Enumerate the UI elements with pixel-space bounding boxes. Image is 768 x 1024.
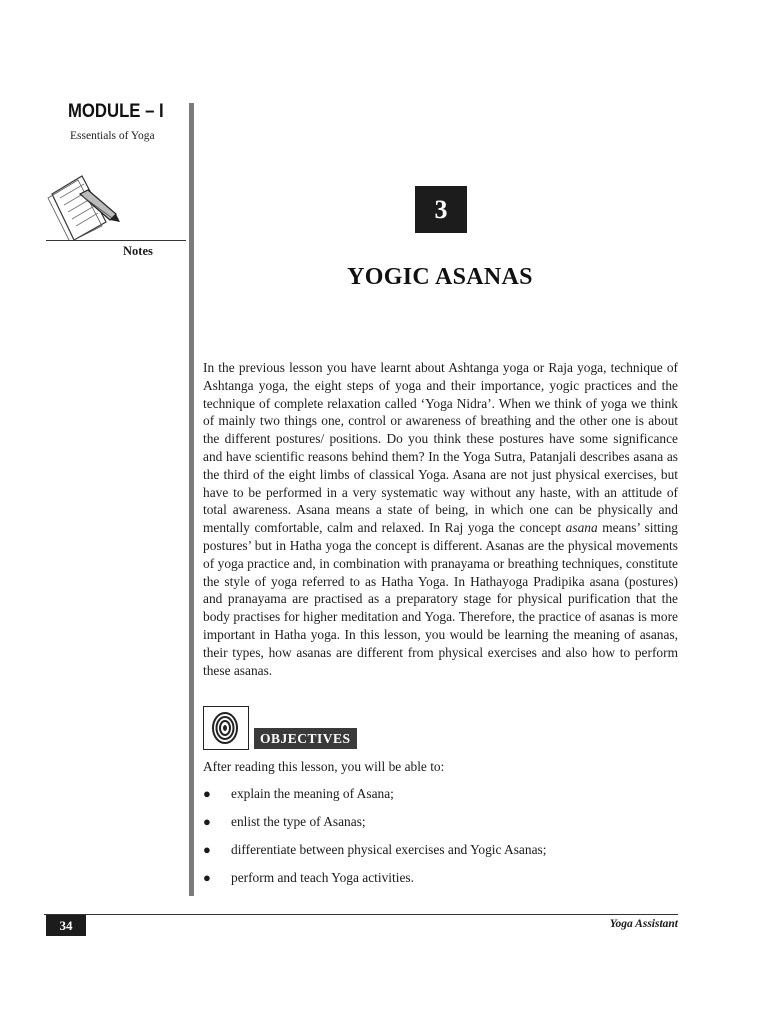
notes-divider (46, 240, 186, 241)
footer-rule (44, 914, 678, 915)
module-subtitle: Essentials of Yoga (70, 130, 155, 142)
paragraph-text-start: In the previous lesson you have learnt about Ashtanga yoga or Raja yoga, technique of Ashtanga yoga, the eight steps of yoga and their importance, yogic practices and the technique of complete relaxation called ‘Yoga Nidra’. When we think of yoga we think of mainly two things one, control or awareness of breathing and the other one is about the different postures/ positions. Do you think these postures have some significance and have scientific reasons behind them? In the Yoga Sutra, Patanjali describes asana as the third of the eight limbs of classical Yoga. Asana are not just physical exercises, but have to be performed in a very systematic way without any haste, with an attitude of total awareness. Asana means a state of being, in which one can be physically and mentally comfortable, calm and relaxed. In Raj yoga the concept (203, 360, 678, 536)
bullet-icon: ● (203, 870, 211, 885)
objectives-list (203, 785, 673, 897)
bullet-icon: ● (203, 842, 211, 857)
objective-text: explain the meaning of Asana; (231, 786, 394, 801)
intro-paragraph (203, 359, 678, 679)
objectives-intro: After reading this lesson, you will be able to: (203, 759, 445, 774)
target-fingerprint-icon (203, 706, 249, 750)
paragraph-italic-term: asana (565, 520, 598, 536)
bullet-icon: ● (203, 786, 211, 801)
objective-text: differentiate between physical exercises and Yogic Asanas; (231, 842, 547, 857)
module-title: MODULE – I (68, 101, 164, 122)
bullet-icon: ● (203, 814, 211, 829)
list-item (203, 813, 673, 841)
list-item (203, 841, 673, 869)
margin-rule (189, 103, 194, 896)
objectives-heading: OBJECTIVES (254, 728, 357, 749)
notes-label: Notes (123, 244, 153, 258)
list-item (203, 785, 673, 813)
footer-book-title: Yoga Assistant (609, 918, 678, 930)
notes-pencil-icon (44, 170, 124, 240)
page-number: 34 (46, 915, 86, 936)
objective-text: perform and teach Yoga activities. (231, 870, 414, 885)
chapter-title: YOGIC ASANAS (347, 264, 533, 290)
objective-text: enlist the type of Asanas; (231, 814, 366, 829)
chapter-number: 3 (415, 186, 467, 233)
list-item (203, 869, 673, 897)
paragraph-text-end: means’ sitting postures’ but in Hatha yoga the concept is different. Asanas are the physical movements of yoga practice and, in combination with pranayama or breathing techniques, constitute the style of yoga referred to as Hatha Yoga. In Hathayoga Pradipika asana (postures) and pranayama are practised as a preparatory stage for physical purification that the body practises for higher meditation and Yoga. Therefore, the practice of asanas is more important in Hatha yoga. In this lesson, you would be learning the meaning of asanas, their types, how asanas are different from physical exercises and also how to perform these asanas. (203, 520, 679, 678)
